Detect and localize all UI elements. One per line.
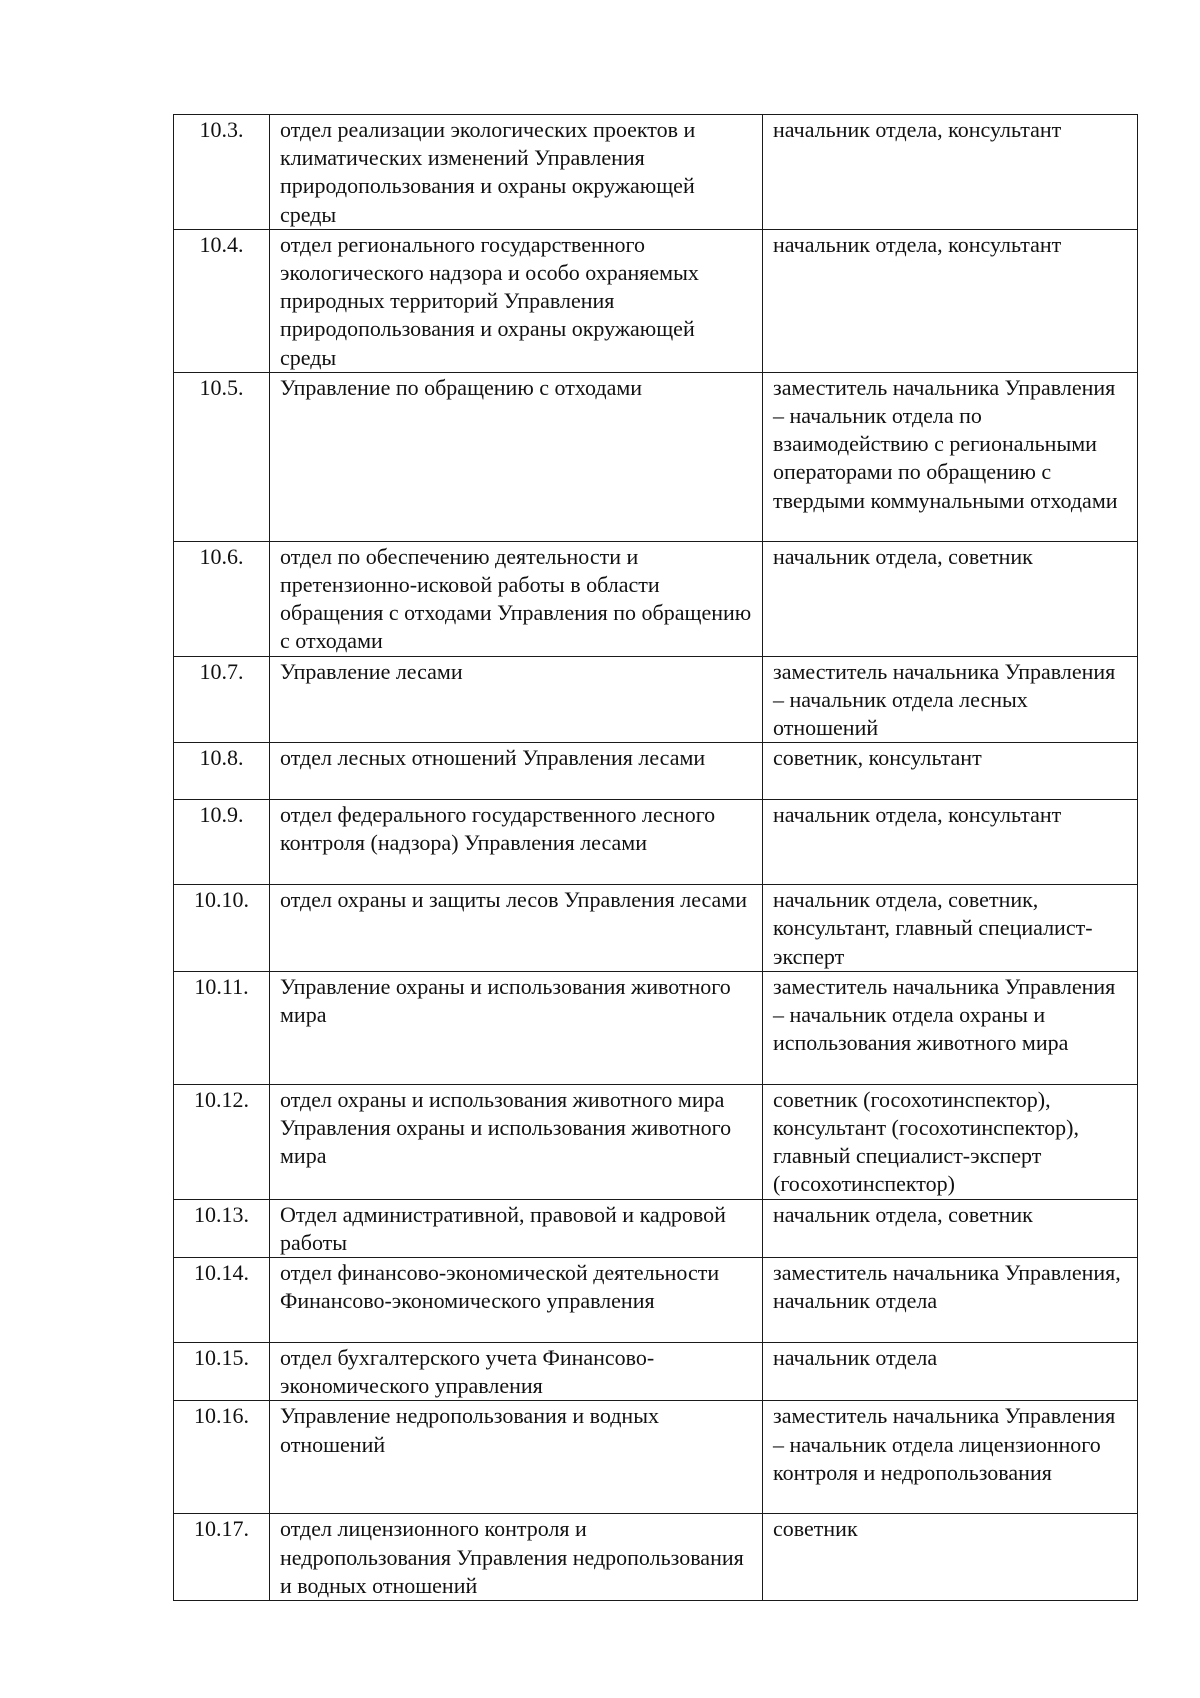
table-row	[174, 1258, 1138, 1343]
row-number: 10.12.	[174, 1084, 270, 1199]
row-number: 10.9.	[174, 800, 270, 885]
row-number: 10.6.	[174, 541, 270, 656]
table-row	[174, 743, 1138, 800]
division-name: Отдел административной, правовой и кадровой работы	[270, 1199, 763, 1257]
position-list: заместитель начальника Управления – начальник отдела охраны и использования животного мира	[763, 971, 1138, 1084]
division-name: Управление охраны и использования животного мира	[270, 971, 763, 1084]
division-name: Управление недропользования и водных отношений	[270, 1401, 763, 1514]
division-name: отдел реализации экологических проектов и климатических изменений Управления природопользования и охраны окружающей среды	[270, 115, 763, 230]
division-name: отдел финансово-экономической деятельности Финансово-экономического управления	[270, 1258, 763, 1343]
table-row	[174, 541, 1138, 656]
division-name: отдел лицензионного контроля и недропользования Управления недропользования и водных отношений	[270, 1514, 763, 1601]
division-name: отдел регионального государственного экологического надзора и особо охраняемых природных территорий Управления природопользования и охраны окружающей среды	[270, 229, 763, 372]
table-row	[174, 1514, 1138, 1601]
row-number: 10.4.	[174, 229, 270, 372]
row-number: 10.10.	[174, 885, 270, 972]
table-row	[174, 1343, 1138, 1401]
position-list: начальник отдела	[763, 1343, 1138, 1401]
table-row	[174, 971, 1138, 1084]
row-number: 10.7.	[174, 656, 270, 743]
position-list: начальник отдела, советник	[763, 541, 1138, 656]
row-number: 10.5.	[174, 372, 270, 541]
row-number: 10.3.	[174, 115, 270, 230]
division-name: отдел федерального государственного лесного контроля (надзора) Управления лесами	[270, 800, 763, 885]
position-list: советник, консультант	[763, 743, 1138, 800]
row-number: 10.8.	[174, 743, 270, 800]
division-name: отдел бухгалтерского учета Финансово-экономического управления	[270, 1343, 763, 1401]
position-list: начальник отдела, консультант	[763, 800, 1138, 885]
table-row	[174, 656, 1138, 743]
row-number: 10.13.	[174, 1199, 270, 1257]
position-list: заместитель начальника Управления – начальник отдела лицензионного контроля и недропользования	[763, 1401, 1138, 1514]
row-number: 10.15.	[174, 1343, 270, 1401]
position-list: заместитель начальника Управления, начальник отдела	[763, 1258, 1138, 1343]
row-number: 10.16.	[174, 1401, 270, 1514]
position-list: начальник отдела, советник	[763, 1199, 1138, 1257]
row-number: 10.17.	[174, 1514, 270, 1601]
table-row	[174, 229, 1138, 372]
table-row	[174, 1401, 1138, 1514]
position-list: заместитель начальника Управления – начальник отдела лесных отношений	[763, 656, 1138, 743]
division-name: отдел охраны и защиты лесов Управления лесами	[270, 885, 763, 972]
table-row	[174, 800, 1138, 885]
position-list: начальник отдела, советник, консультант, главный специалист-эксперт	[763, 885, 1138, 972]
table-row	[174, 1084, 1138, 1199]
division-name: отдел по обеспечению деятельности и претензионно-исковой работы в области обращения с отходами Управления по обращению с отходами	[270, 541, 763, 656]
table-row	[174, 1199, 1138, 1257]
row-number: 10.11.	[174, 971, 270, 1084]
division-name: Управление лесами	[270, 656, 763, 743]
position-list: начальник отдела, консультант	[763, 115, 1138, 230]
row-number: 10.14.	[174, 1258, 270, 1343]
division-name: Управление по обращению с отходами	[270, 372, 763, 541]
positions-table	[173, 114, 1138, 1601]
division-name: отдел охраны и использования животного мира Управления охраны и использования животного мира	[270, 1084, 763, 1199]
table-row	[174, 115, 1138, 230]
position-list: заместитель начальника Управления – начальник отдела по взаимодействию с региональными операторами по обращению с твердыми коммунальными отходами	[763, 372, 1138, 541]
table-row	[174, 372, 1138, 541]
position-list: советник (госохотинспектор), консультант (госохотинспектор), главный специалист-эксперт (госохотинспектор)	[763, 1084, 1138, 1199]
position-list: начальник отдела, консультант	[763, 229, 1138, 372]
table-row	[174, 885, 1138, 972]
position-list: советник	[763, 1514, 1138, 1601]
division-name: отдел лесных отношений Управления лесами	[270, 743, 763, 800]
